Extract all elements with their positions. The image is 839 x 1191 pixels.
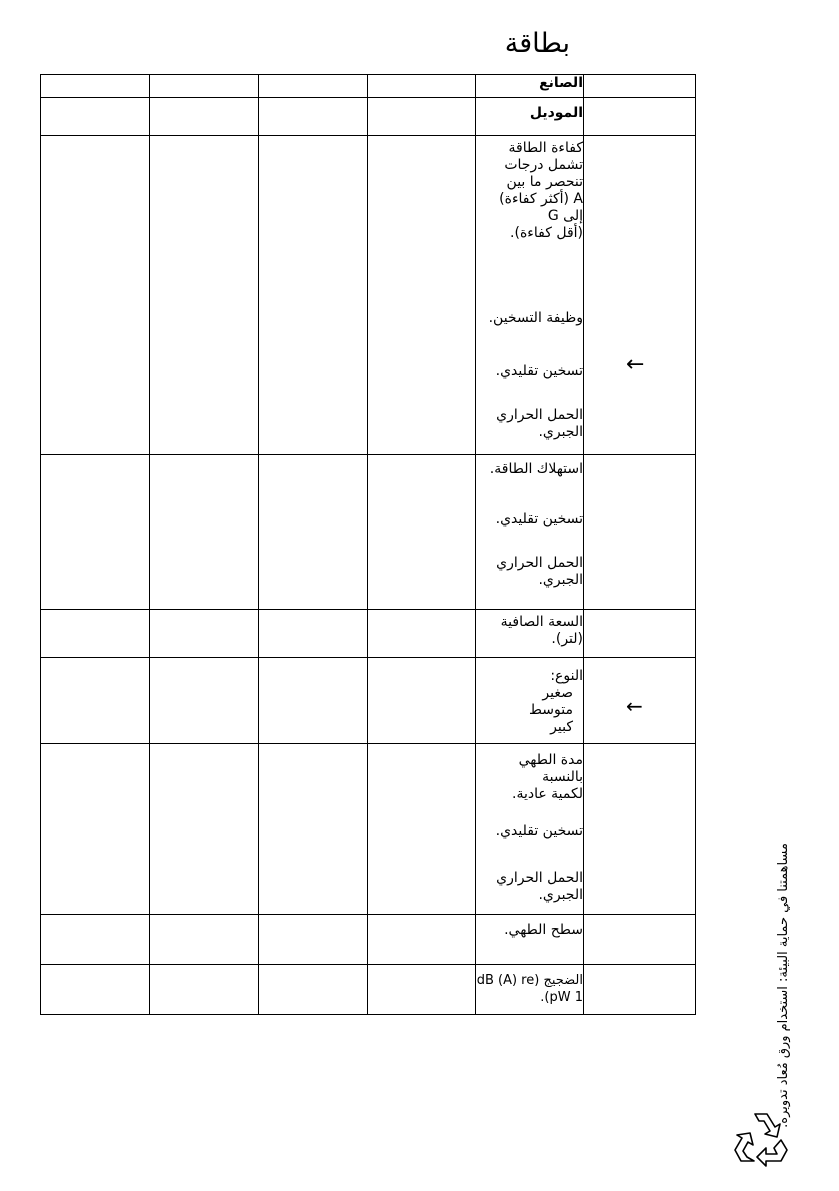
table-cell bbox=[150, 965, 259, 1015]
table-cell bbox=[584, 744, 696, 915]
energy-label-table bbox=[40, 74, 696, 1015]
table-cell bbox=[150, 744, 259, 915]
table-cell bbox=[259, 744, 368, 915]
conventional-heating-label: تسخين تقليدي. bbox=[495, 511, 583, 527]
conventional-heating-label: تسخين تقليدي. bbox=[495, 823, 583, 839]
type-option-small: صغير bbox=[542, 685, 573, 701]
manufacturer-label: الصانع bbox=[476, 75, 584, 98]
table-cell bbox=[368, 455, 476, 610]
cooking-time-label: مدة الطهي بالنسبة لكمية عادية. تسخين تقليدي. الحمل الحراري الجبري. bbox=[476, 744, 584, 915]
model-label: الموديل bbox=[476, 98, 584, 136]
table-cell bbox=[584, 75, 696, 98]
table-cell bbox=[150, 658, 259, 744]
table-cell bbox=[584, 455, 696, 610]
table-row bbox=[41, 136, 696, 455]
table-row bbox=[41, 744, 696, 915]
table-cell bbox=[41, 610, 150, 658]
table-cell bbox=[368, 610, 476, 658]
table-cell bbox=[41, 98, 150, 136]
table-cell bbox=[41, 455, 150, 610]
table-cell bbox=[584, 136, 696, 455]
arrow-left-icon: ← bbox=[626, 352, 645, 377]
recycle-icon bbox=[731, 1108, 791, 1168]
table-cell bbox=[584, 915, 696, 965]
energy-efficiency-label: كفاءة الطاقة تشمل درجات تنحصر ما بين A (أكثر كفاءة) إلى G (أقل كفاءة). وظيفة التسخين. تسخين تقليدي. الحمل الحراري الجبري. bbox=[476, 136, 584, 455]
table-cell bbox=[368, 75, 476, 98]
forced-air-label: الحمل الحراري bbox=[496, 407, 583, 423]
forced-air-label: الحمل الحراري bbox=[496, 870, 583, 886]
heating-function-label: وظيفة التسخين. bbox=[488, 310, 583, 326]
table-cell bbox=[41, 75, 150, 98]
type-option-large: كبير bbox=[550, 719, 573, 735]
table-cell bbox=[150, 455, 259, 610]
table-cell bbox=[150, 75, 259, 98]
table-cell bbox=[259, 98, 368, 136]
arrow-left-icon: ← bbox=[626, 694, 643, 718]
table-cell bbox=[368, 965, 476, 1015]
table-cell bbox=[150, 98, 259, 136]
noise-label: الضجيج (dB (A) re 1 pW). bbox=[476, 965, 584, 1015]
table-row bbox=[41, 75, 696, 98]
environment-note: مساهمتنا في حماية البيئة: استخدام ورق مُعاد تدويره. bbox=[776, 843, 791, 1128]
table-row bbox=[41, 965, 696, 1015]
net-volume-label: السعة الصافية (لتر). bbox=[476, 610, 584, 658]
forced-air-label: الحمل الحراري bbox=[496, 555, 583, 571]
conventional-heating-label: تسخين تقليدي. bbox=[495, 363, 583, 379]
table-row bbox=[41, 915, 696, 965]
table-row bbox=[41, 658, 696, 744]
table-cell bbox=[259, 455, 368, 610]
table-row bbox=[41, 610, 696, 658]
table-cell bbox=[368, 658, 476, 744]
oven-type-label: النوع: صغير متوسط كبير bbox=[476, 658, 584, 744]
energy-consumption-label: استهلاك الطاقة. تسخين تقليدي. الحمل الحراري الجبري. bbox=[476, 455, 584, 610]
table-cell bbox=[259, 75, 368, 98]
table-cell bbox=[368, 744, 476, 915]
table-cell bbox=[41, 658, 150, 744]
page-title: بطاقة bbox=[504, 28, 570, 59]
table-cell bbox=[150, 610, 259, 658]
table-cell bbox=[259, 136, 368, 455]
table-cell bbox=[259, 915, 368, 965]
table-cell bbox=[150, 915, 259, 965]
table-cell bbox=[368, 98, 476, 136]
table-row bbox=[41, 98, 696, 136]
table-cell bbox=[368, 915, 476, 965]
table-cell bbox=[150, 136, 259, 455]
table-cell bbox=[584, 98, 696, 136]
table-row bbox=[41, 455, 696, 610]
table-cell bbox=[41, 136, 150, 455]
table-cell bbox=[584, 610, 696, 658]
table-cell bbox=[41, 965, 150, 1015]
table-cell bbox=[259, 658, 368, 744]
table-cell bbox=[259, 610, 368, 658]
table-cell bbox=[41, 915, 150, 965]
table-cell bbox=[259, 965, 368, 1015]
type-option-medium: متوسط bbox=[529, 702, 573, 718]
table-cell bbox=[41, 744, 150, 915]
table-cell bbox=[584, 965, 696, 1015]
table-cell bbox=[368, 136, 476, 455]
cooking-surface-label: سطح الطهي. bbox=[476, 915, 584, 965]
table-cell bbox=[584, 658, 696, 744]
